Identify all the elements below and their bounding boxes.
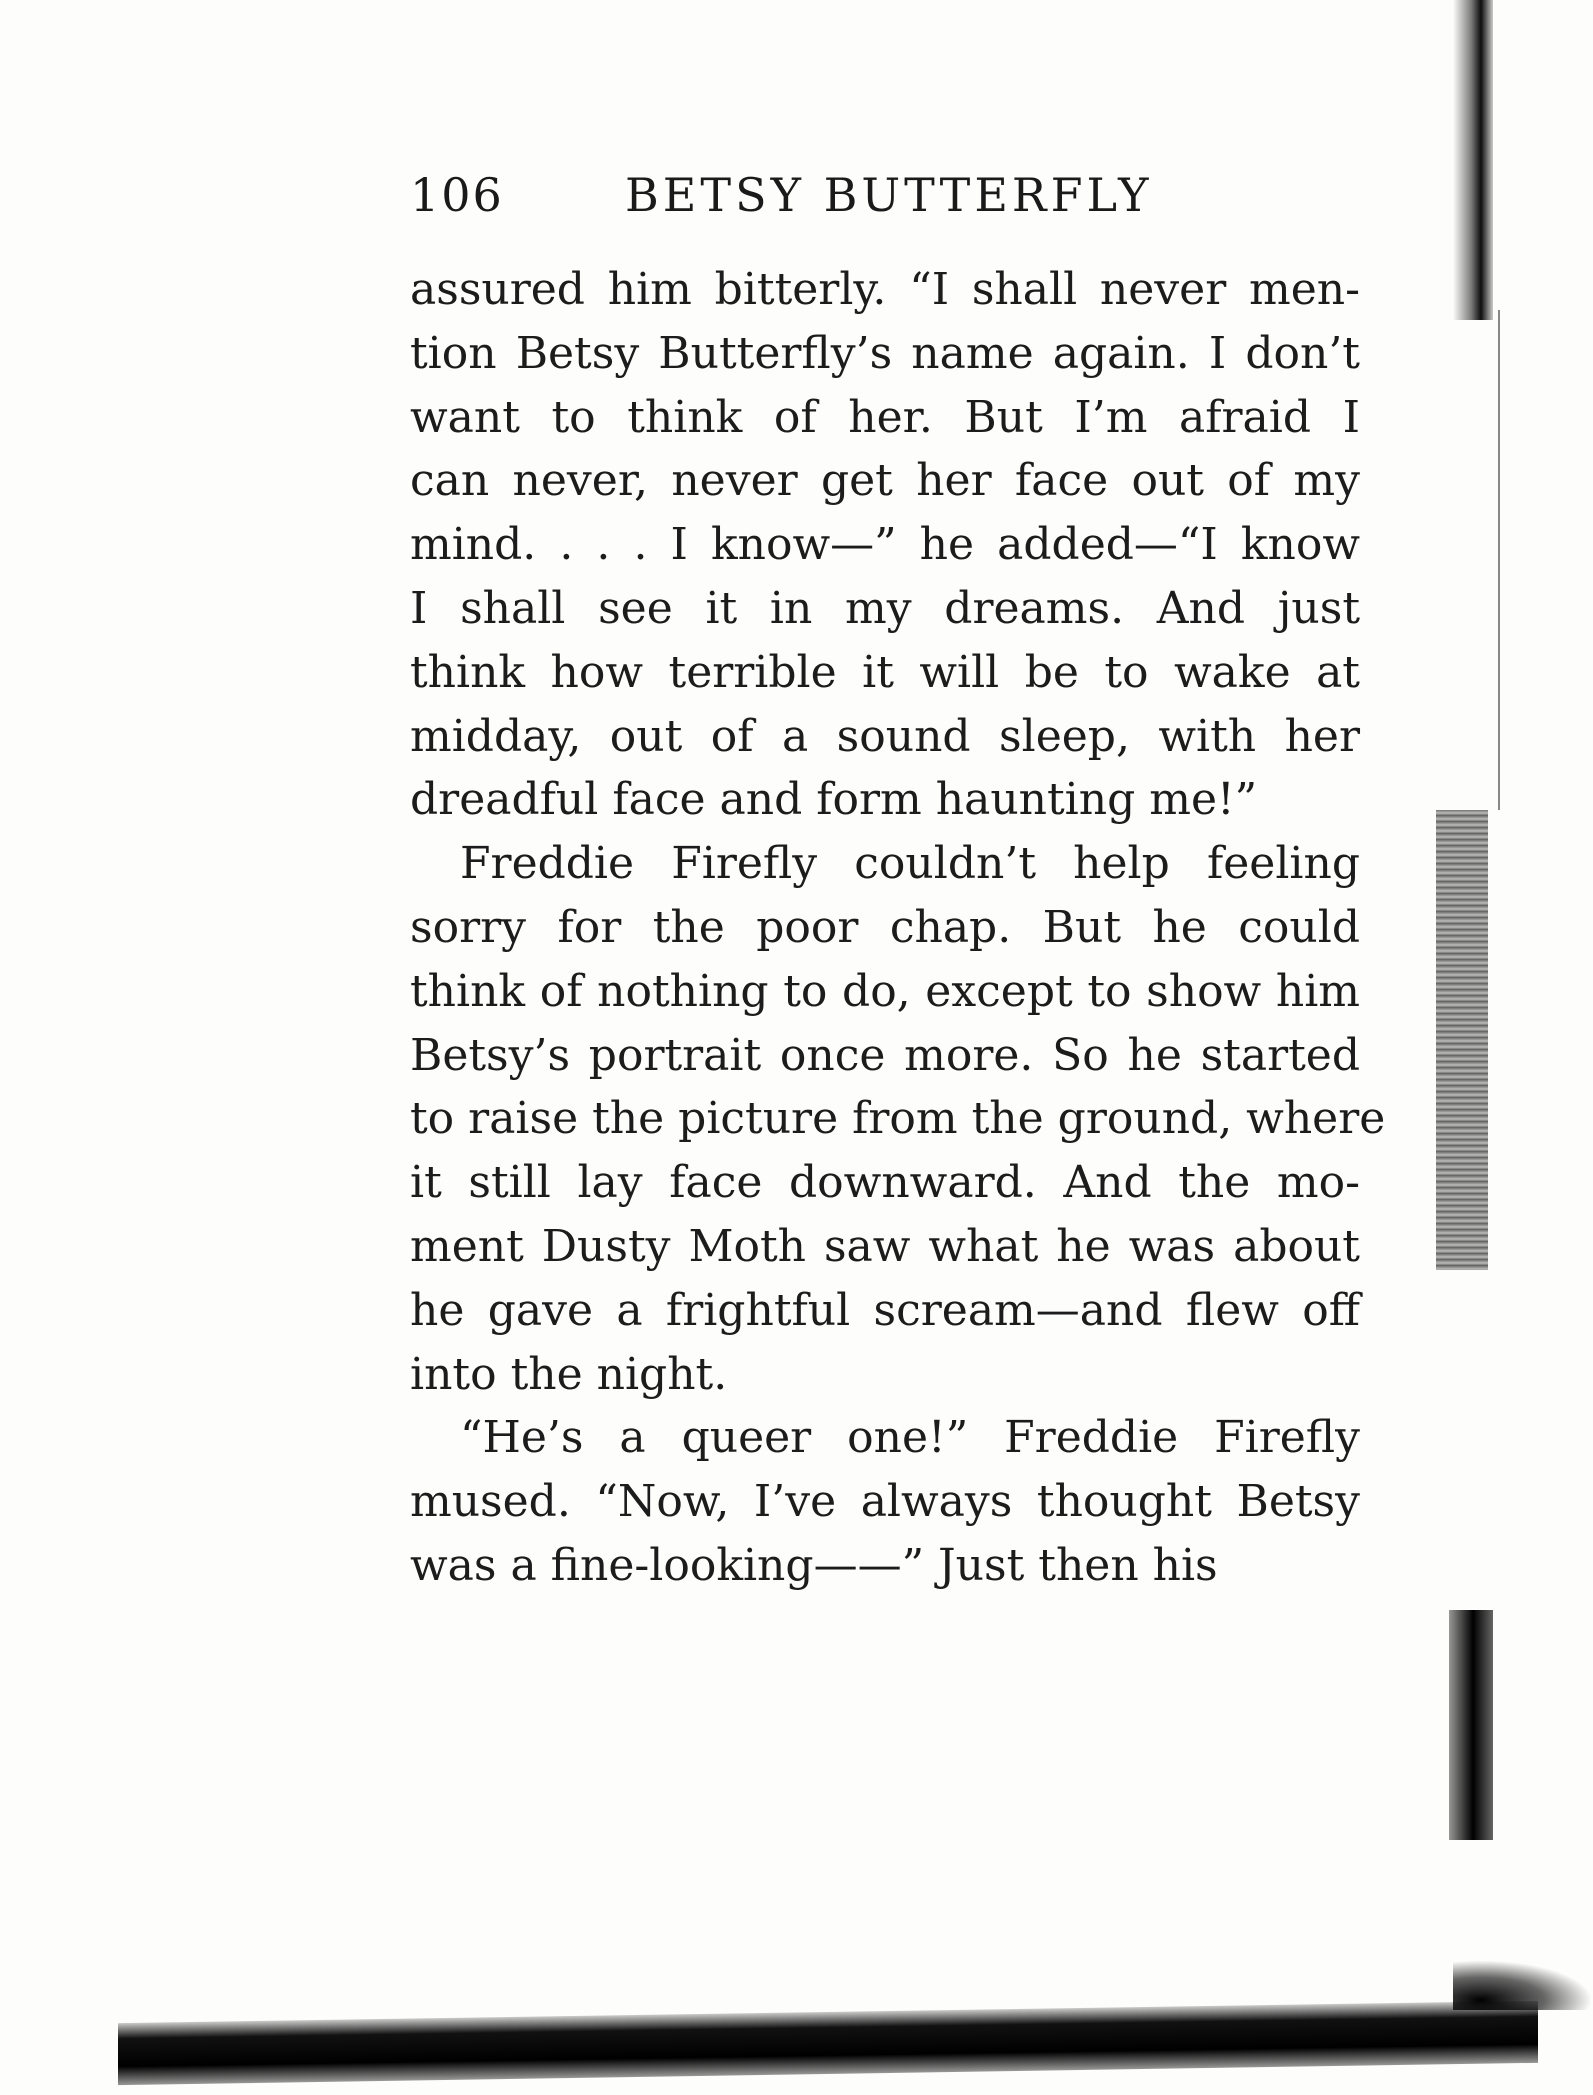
scan-bottom-shadow [118,2001,1538,2085]
scan-edge-shadow [1449,1610,1493,1840]
body-text [410,258,1386,1598]
text-line: into the night. [410,1348,728,1400]
text-line: Freddie Firefly couldn’t help feeling [460,838,1360,890]
text-line: sorry for the poor chap. But he could [410,901,1360,953]
text-line: want to think of her. But I’m afraid I [410,391,1360,443]
running-title: BETSY BUTTERFLY [625,168,1153,222]
text-line: it still lay face downward. And the mo- [410,1157,1360,1209]
text-line: mind. . . . I know—” he added—“I know [410,519,1360,571]
text-line: midday, out of a sound sleep, with her [410,710,1360,762]
text-line: I shall see it in my dreams. And just [410,582,1360,634]
text-line: dreadful face and form haunting me!” [410,774,1258,826]
text-line: “He’s a queer one!” Freddie Firefly [460,1412,1360,1464]
text-line: he gave a frightful scream—and flew off [410,1284,1360,1336]
text-line: Betsy’s portrait once more. So he started [410,1029,1360,1081]
text-line: mused. “Now, I’ve always thought Betsy [410,1476,1360,1528]
text-line: tion Betsy Butterfly’s name again. I don’t [410,327,1360,379]
scan-bottom-shadow [1453,1960,1593,2010]
page-number: 106 [410,168,504,222]
page-header [410,168,1360,222]
paragraph [410,1406,1360,1597]
text-line: ment Dusty Moth saw what he was about [410,1220,1360,1272]
page-edge-line [1498,310,1500,810]
text-line: think of nothing to do, except to show him [410,965,1360,1017]
text-line: was a fine-looking——” Just then his [410,1539,1218,1591]
text-line: assured him bitterly. “I shall never men- [410,264,1360,315]
text-line: can never, never get her face out of my [410,455,1360,507]
paragraph [410,258,1360,832]
text-line: think how terrible it will be to wake at [410,646,1360,698]
scan-edge-shadow [1436,810,1488,1270]
text-line: to raise the picture from the ground, where [410,1093,1386,1145]
scan-edge-shadow [1453,0,1493,320]
paragraph [410,832,1386,1406]
